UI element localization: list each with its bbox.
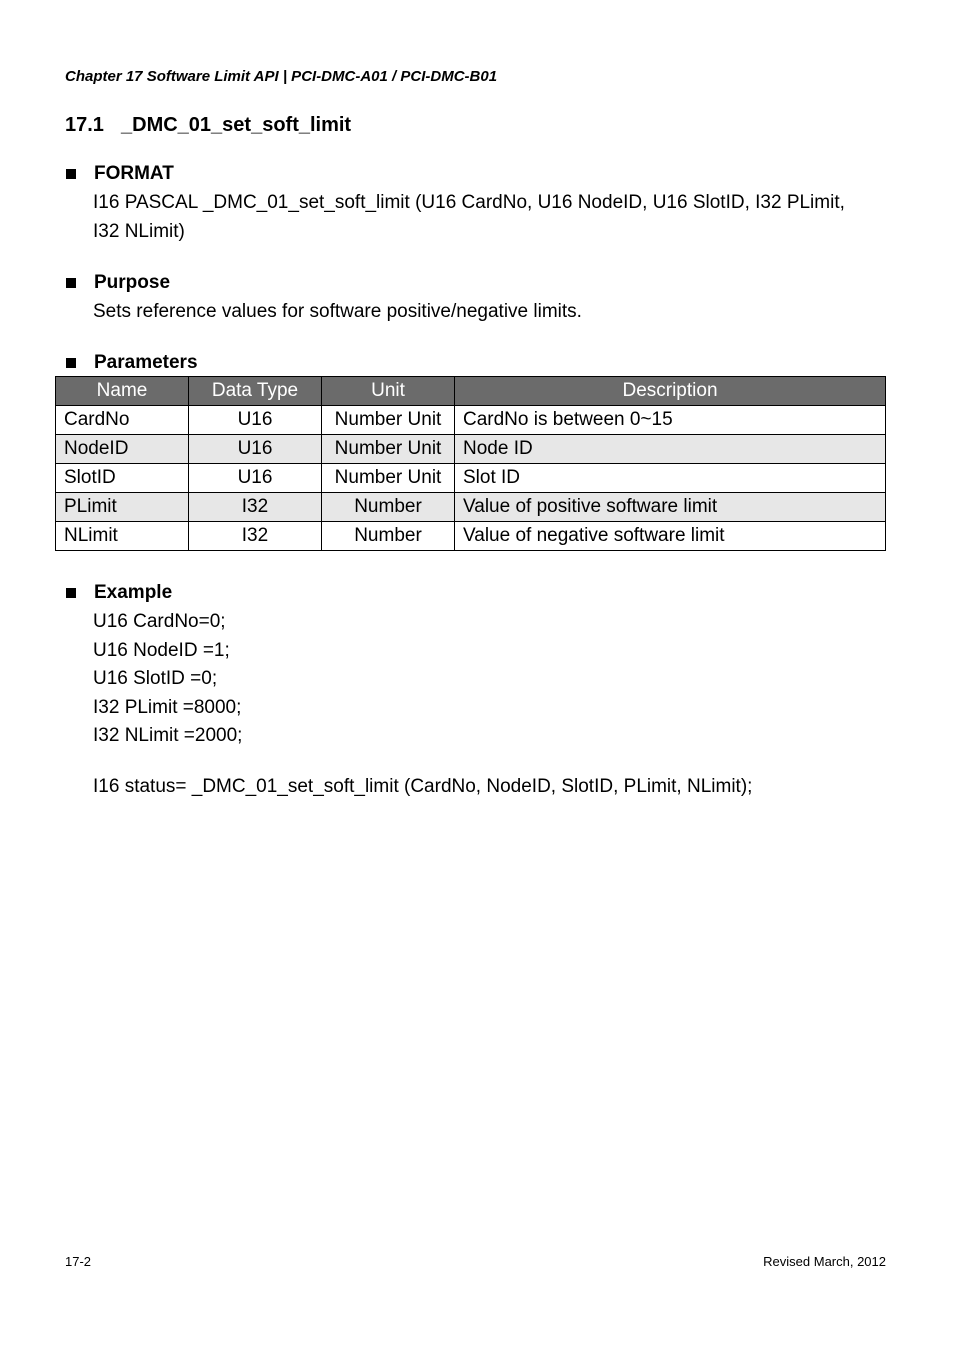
parameters-block — [65, 351, 895, 375]
param-unit: Number — [322, 522, 455, 551]
param-type: U16 — [189, 435, 322, 464]
param-unit: Number Unit — [322, 435, 455, 464]
param-description: Slot ID — [455, 464, 886, 493]
section-number: 17.1 — [65, 114, 104, 136]
example-call: I16 status= _DMC_01_set_soft_limit (CardNo, NodeID, SlotID, PLimit, NLimit); — [93, 775, 753, 797]
param-name: NodeID — [56, 435, 189, 464]
param-unit: Number Unit — [322, 406, 455, 435]
param-unit: Number Unit — [322, 464, 455, 493]
param-unit: Number — [322, 493, 455, 522]
param-description: CardNo is between 0~15 — [455, 406, 886, 435]
purpose-heading — [65, 271, 895, 295]
format-line: I16 PASCAL _DMC_01_set_soft_limit (U16 CardNo, U16 NodeID, U16 SlotID, I32 PLimit, — [93, 192, 845, 213]
purpose-text: Sets reference values for software positive/negative limits. — [93, 301, 582, 322]
purpose-block — [65, 271, 895, 327]
parameters-table — [55, 376, 886, 551]
format-heading-text: FORMAT — [94, 163, 174, 184]
column-header-unit: Unit — [322, 377, 455, 406]
example-line: U16 SlotID =0; — [93, 668, 218, 689]
param-name: SlotID — [56, 464, 189, 493]
revision-date: Revised March, 2012 — [763, 1254, 886, 1269]
format-line: I32 NLimit) — [93, 220, 185, 242]
example-heading — [65, 581, 895, 605]
example-line: I32 NLimit =2000; — [93, 725, 243, 746]
table-row — [56, 493, 886, 522]
table-row — [56, 435, 886, 464]
table-row — [56, 464, 886, 493]
param-description: Value of negative software limit — [455, 522, 886, 551]
example-body — [65, 608, 895, 801]
param-type: I32 — [189, 522, 322, 551]
format-body — [65, 189, 895, 246]
example-line: I32 PLimit =8000; — [93, 696, 242, 718]
parameters-heading — [65, 351, 895, 375]
param-type: I32 — [189, 493, 322, 522]
square-bullet-icon — [66, 169, 76, 179]
chapter-header: Chapter 17 Software Limit API | PCI-DMC-A01 / PCI-DMC-B01 — [65, 68, 498, 85]
format-block — [65, 162, 895, 246]
example-line: U16 CardNo=0; — [93, 611, 226, 632]
column-header-name: Name — [56, 377, 189, 406]
parameters-heading-text: Parameters — [94, 352, 198, 373]
table-header-row — [56, 377, 886, 406]
format-heading — [65, 162, 895, 186]
square-bullet-icon — [66, 278, 76, 288]
example-block — [65, 581, 895, 801]
param-description: Value of positive software limit — [455, 493, 886, 522]
purpose-body — [65, 298, 895, 327]
param-description: Node ID — [455, 435, 886, 464]
example-line: U16 NodeID =1; — [93, 639, 230, 661]
column-header-description: Description — [455, 377, 886, 406]
table-row — [56, 406, 886, 435]
param-type: U16 — [189, 406, 322, 435]
column-header-data-type: Data Type — [189, 377, 322, 406]
table-row — [56, 522, 886, 551]
purpose-heading-text: Purpose — [94, 272, 171, 293]
param-type: U16 — [189, 464, 322, 493]
section-title — [65, 114, 351, 137]
page-number: 17-2 — [65, 1254, 92, 1269]
square-bullet-icon — [66, 358, 76, 368]
param-name: PLimit — [56, 493, 189, 522]
square-bullet-icon — [66, 588, 76, 598]
section-name: _DMC_01_set_soft_limit — [121, 114, 352, 136]
param-name: CardNo — [56, 406, 189, 435]
param-name: NLimit — [56, 522, 189, 551]
example-heading-text: Example — [94, 582, 173, 603]
